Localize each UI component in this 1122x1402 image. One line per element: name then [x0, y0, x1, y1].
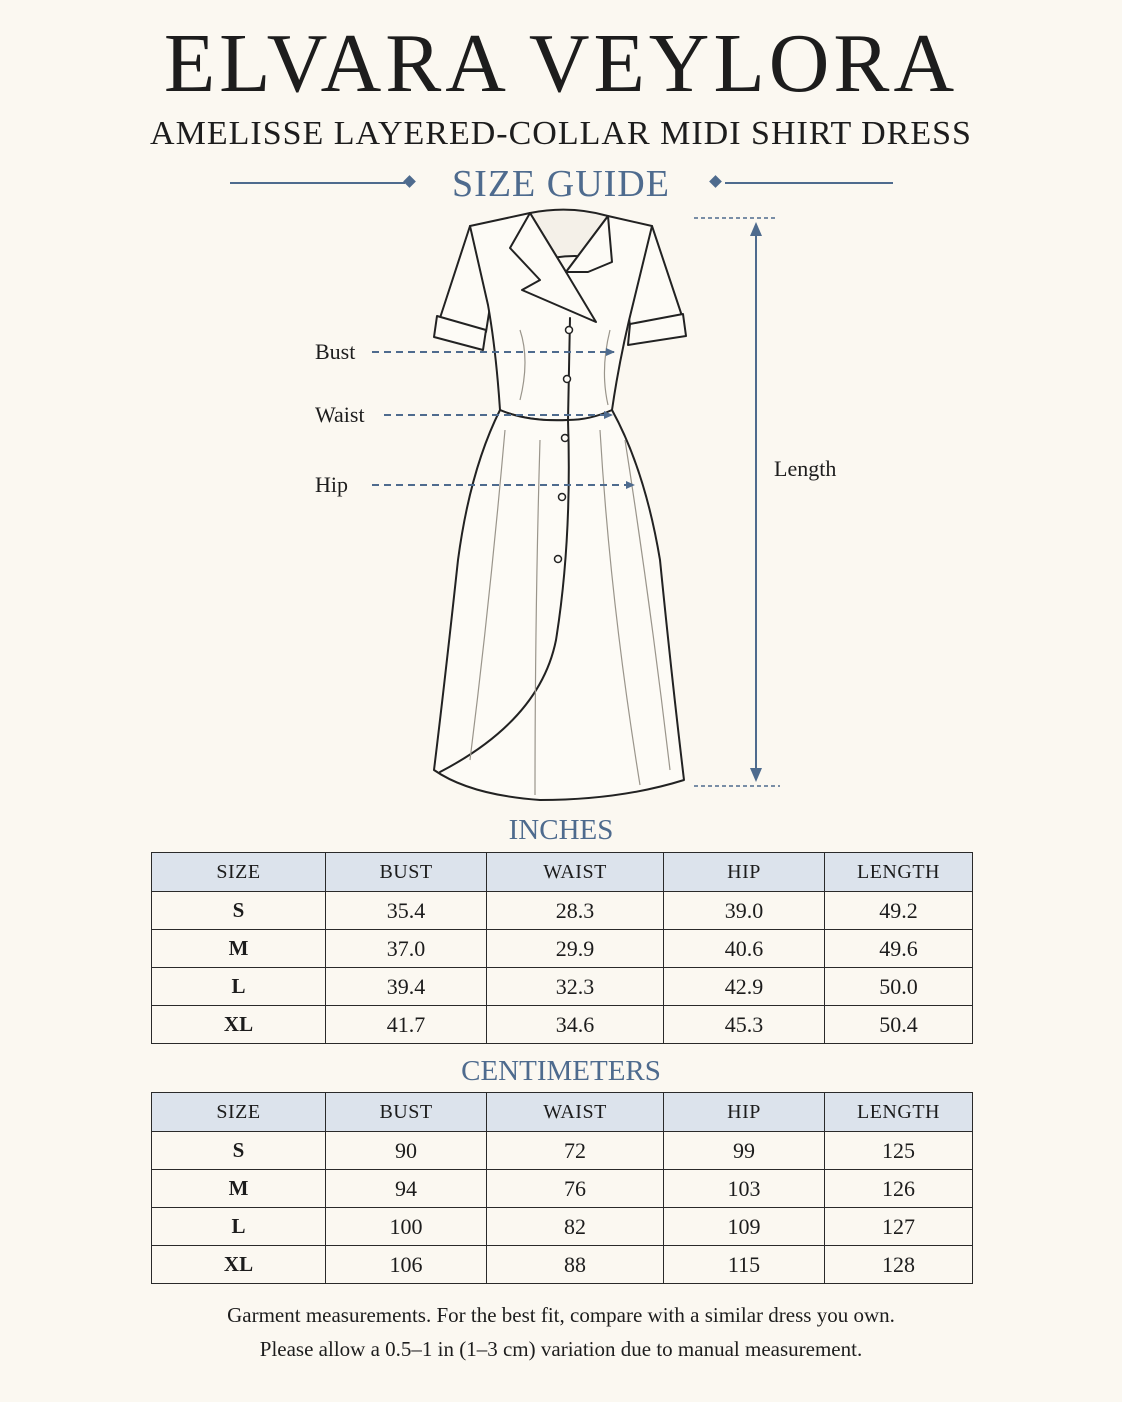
length-cell: 49.6: [825, 930, 973, 968]
bust-cell: 41.7: [326, 1006, 487, 1044]
bust-label: Bust: [315, 339, 356, 364]
header-size: SIZE: [152, 1093, 326, 1132]
waist-label: Waist: [315, 402, 365, 427]
length-cell: 128: [825, 1246, 973, 1284]
centimeters-table: [151, 1092, 973, 1284]
header-bust: BUST: [326, 853, 487, 892]
waist-cell: 88: [487, 1246, 664, 1284]
bust-cell: 106: [326, 1246, 487, 1284]
bust-cell: 37.0: [326, 930, 487, 968]
table-row: [152, 1006, 973, 1044]
size-guide-title: SIZE GUIDE: [452, 163, 670, 205]
header-length: LENGTH: [825, 1093, 973, 1132]
header-length: LENGTH: [825, 853, 973, 892]
table-row: [152, 892, 973, 930]
length-cell: 50.0: [825, 968, 973, 1006]
bust-cell: 90: [326, 1132, 487, 1170]
size-cell: XL: [152, 1246, 326, 1284]
waist-cell: 32.3: [487, 968, 664, 1006]
hip-cell: 103: [664, 1170, 825, 1208]
table-row: [152, 1132, 973, 1170]
table-row: [152, 1246, 973, 1284]
hip-cell: 109: [664, 1208, 825, 1246]
table-row: [152, 1208, 973, 1246]
size-cell: S: [152, 892, 326, 930]
table-header-row: [152, 853, 973, 892]
header-hip: HIP: [664, 1093, 825, 1132]
size-cell: L: [152, 968, 326, 1006]
table-header-row: [152, 1093, 973, 1132]
waist-cell: 34.6: [487, 1006, 664, 1044]
size-cell: M: [152, 930, 326, 968]
length-label: Length: [774, 456, 837, 481]
measurement-note: Garment measurements. For the best fit, compare with a similar dress you own.: [227, 1303, 895, 1327]
length-cell: 127: [825, 1208, 973, 1246]
brand-name: ELVARA VEYLORA: [163, 17, 959, 110]
table-row: [152, 968, 973, 1006]
length-cell: 49.2: [825, 892, 973, 930]
header-waist: WAIST: [487, 1093, 664, 1132]
centimeters-title: CENTIMETERS: [461, 1055, 661, 1087]
bust-cell: 39.4: [326, 968, 487, 1006]
header-bust: BUST: [326, 1093, 487, 1132]
hip-cell: 99: [664, 1132, 825, 1170]
waist-cell: 29.9: [487, 930, 664, 968]
product-title: AMELISSE LAYERED-COLLAR MIDI SHIRT DRESS: [150, 115, 972, 152]
hip-cell: 40.6: [664, 930, 825, 968]
header-size: SIZE: [152, 853, 326, 892]
waist-cell: 82: [487, 1208, 664, 1246]
length-cell: 50.4: [825, 1006, 973, 1044]
header-hip: HIP: [664, 853, 825, 892]
waist-cell: 72: [487, 1132, 664, 1170]
bust-cell: 35.4: [326, 892, 487, 930]
hip-cell: 115: [664, 1246, 825, 1284]
bust-cell: 100: [326, 1208, 487, 1246]
waist-cell: 76: [487, 1170, 664, 1208]
length-cell: 125: [825, 1132, 973, 1170]
size-cell: M: [152, 1170, 326, 1208]
hip-cell: 45.3: [664, 1006, 825, 1044]
bust-cell: 94: [326, 1170, 487, 1208]
skirt: [434, 410, 684, 800]
waist-cell: 28.3: [487, 892, 664, 930]
size-cell: XL: [152, 1006, 326, 1044]
header-waist: WAIST: [487, 853, 664, 892]
variation-note: Please allow a 0.5–1 in (1–3 cm) variation due to manual measurement.: [259, 1337, 863, 1361]
hip-label: Hip: [315, 472, 348, 497]
length-cell: 126: [825, 1170, 973, 1208]
size-cell: S: [152, 1132, 326, 1170]
hip-cell: 42.9: [664, 968, 825, 1006]
size-cell: L: [152, 1208, 326, 1246]
inches-title: INCHES: [508, 814, 614, 846]
table-row: [152, 930, 973, 968]
inches-table: [151, 852, 973, 1044]
table-row: [152, 1170, 973, 1208]
hip-cell: 39.0: [664, 892, 825, 930]
